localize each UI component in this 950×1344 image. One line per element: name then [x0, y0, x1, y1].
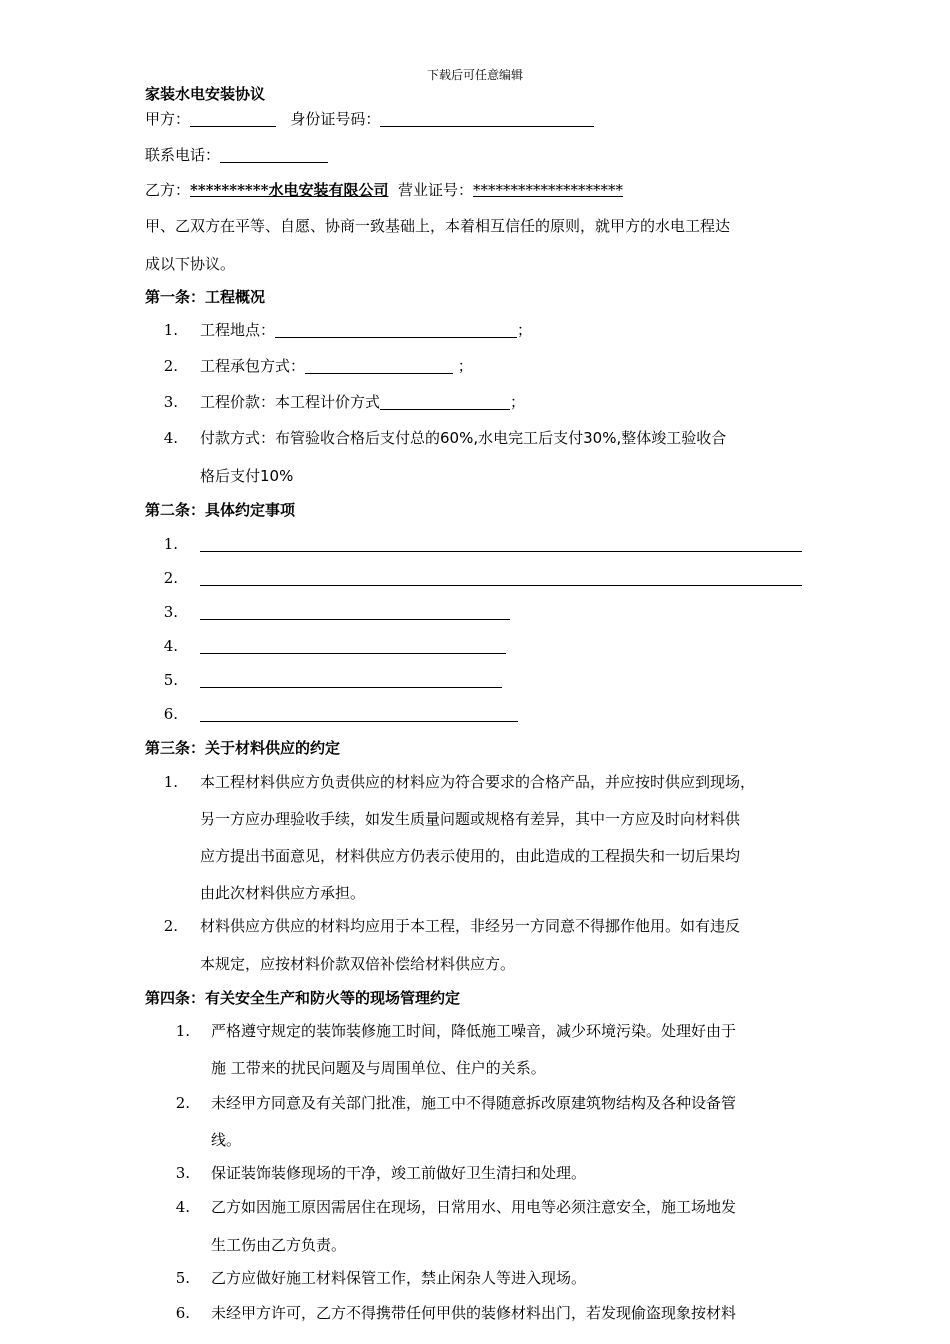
article-3-item-1-line-3: 应方提出书面意见，材料供应方仍表示使用的，由此造成的工程损失和一切后果均 — [200, 847, 741, 865]
article-1-title: 第一条：工程概况 — [145, 288, 266, 306]
article-2-item-3 — [200, 602, 510, 622]
article-4-item-1-line-2: 施 工带来的扰民问题及与周围单位、住户的关系。 — [211, 1059, 546, 1077]
agreement-item-1-blank[interactable] — [200, 537, 802, 552]
article-4-item-6-line-1: 未经甲方许可，乙方不得携带任何甲供的装修材料出门，若发现偷盗现象按材料 — [211, 1304, 737, 1322]
article-1-item-2-number: 2. — [163, 357, 178, 375]
article-1-item-3-number: 3. — [163, 393, 178, 411]
article-1-item-3 — [200, 392, 525, 412]
article-4-title: 第四条：有关安全生产和防火等的现场管理约定 — [145, 989, 461, 1007]
payment-pct-1: 60%, — [440, 429, 479, 447]
article-4-item-1-line-1: 严格遵守规定的装饰装修施工时间，降低施工噪音，减少环境污染。处理好由于 — [211, 1022, 737, 1040]
article-1-item-3-label: 工程价款：本工程计价方式 — [200, 393, 381, 411]
article-4-item-2-line-1: 未经甲方同意及有关部门批准，施工中不得随意拆改原建筑物结构及各种设备管 — [211, 1094, 737, 1112]
article-2-title: 第二条：具体约定事项 — [145, 501, 296, 519]
page-header: 下载后可任意编辑 — [426, 68, 523, 82]
article-1-item-1 — [200, 320, 532, 340]
article-1-item-2-label: 工程承包方式： — [200, 357, 306, 375]
article-3-item-1-line-2: 另一方应办理验收手续，如发生质量问题或规格有差异，其中一方应及时向材料供 — [200, 810, 741, 828]
article-4-item-4-line-1: 乙方如因施工原因需居住在现场，日常用水、用电等必须注意安全，施工场地发 — [211, 1198, 737, 1216]
article-2-item-6 — [200, 704, 518, 724]
party-a-blank[interactable] — [190, 112, 276, 127]
pricing-method-blank[interactable] — [380, 395, 510, 410]
license-value: ******************** — [473, 181, 624, 199]
agreement-item-2-blank[interactable] — [200, 571, 802, 586]
article-4-item-4-line-2: 生工伤由乙方负责。 — [211, 1236, 347, 1254]
article-1-item-1-label: 工程地点： — [200, 321, 276, 339]
intro-line-2: 成以下协议。 — [145, 255, 236, 273]
article-4-item-5-line-1: 乙方应做好施工材料保管工作，禁止闲杂人等进入现场。 — [211, 1269, 587, 1287]
article-1-item-3-end: ； — [510, 393, 526, 411]
license-label: 营业证号： — [398, 181, 474, 199]
document-title: 家装水电安装协议 — [145, 85, 266, 103]
phone-blank[interactable] — [220, 148, 328, 163]
article-4-item-1-number: 1. — [175, 1022, 190, 1040]
party-b-line — [145, 180, 623, 200]
payment-pct-2: 30%, — [583, 429, 622, 447]
article-3-item-2-line-1: 材料供应方供应的材料均应用于本工程，非经另一方同意不得挪作他用。如有违反 — [200, 917, 741, 935]
intro-line-1: 甲、乙双方在平等、自愿、协商一致基础上，本着相互信任的原则，就甲方的水电工程达 — [145, 217, 731, 235]
article-3-item-1-number: 1. — [163, 773, 178, 791]
contract-method-blank[interactable] — [305, 359, 453, 374]
article-3-item-2-line-2: 本规定，应按材料价款双倍补偿给材料供应方。 — [200, 955, 516, 973]
article-1-item-4-line-2 — [200, 466, 293, 486]
article-2-item-2 — [200, 568, 802, 588]
article-1-item-1-number: 1. — [163, 321, 178, 339]
party-b-company: **********水电安装有限公司 — [190, 181, 389, 199]
phone-label: 联系电话： — [145, 146, 221, 164]
article-3-item-2-number: 2. — [163, 917, 178, 935]
article-2-item-2-number: 2. — [163, 569, 178, 587]
article-1-item-4-line-1 — [200, 428, 726, 448]
payment-pct-3: 10% — [260, 467, 294, 485]
article-4-item-3-number: 3. — [175, 1164, 190, 1182]
payment-text-b: 水电完工后支付 — [478, 429, 584, 447]
project-location-blank[interactable] — [275, 323, 517, 338]
article-2-item-6-number: 6. — [163, 705, 178, 723]
article-2-item-1 — [200, 534, 802, 554]
article-3-item-1-line-4: 由此次材料供应方承担。 — [200, 884, 366, 902]
article-4-item-4-number: 4. — [175, 1198, 190, 1216]
agreement-item-4-blank[interactable] — [200, 639, 506, 654]
article-4-item-3-line-1: 保证装饰装修现场的干净，竣工前做好卫生清扫和处理。 — [211, 1164, 587, 1182]
article-2-item-4 — [200, 636, 506, 656]
party-b-label: 乙方： — [145, 181, 191, 199]
payment-text-a: 付款方式：布管验收合格后支付总的 — [200, 429, 441, 447]
article-3-item-1-line-1: 本工程材料供应方负责供应的材料应为符合要求的合格产品，并应按时供应到现场， — [200, 773, 756, 791]
article-4-item-2-number: 2. — [175, 1094, 190, 1112]
id-number-label: 身份证号码： — [290, 110, 381, 128]
article-1-item-4-number: 4. — [163, 429, 178, 447]
agreement-item-3-blank[interactable] — [200, 605, 510, 620]
article-2-item-3-number: 3. — [163, 603, 178, 621]
article-2-item-4-number: 4. — [163, 637, 178, 655]
agreement-item-6-blank[interactable] — [200, 707, 518, 722]
party-a-label: 甲方： — [145, 110, 191, 128]
payment-text-d: 格后支付 — [200, 467, 261, 485]
agreement-item-5-blank[interactable] — [200, 673, 502, 688]
article-1-item-1-end: ； — [517, 321, 533, 339]
article-4-item-6-number: 6. — [175, 1304, 190, 1322]
article-2-item-5-number: 5. — [163, 671, 178, 689]
article-2-item-1-number: 1. — [163, 535, 178, 553]
article-1-item-2-end: ； — [457, 357, 473, 375]
article-2-item-5 — [200, 670, 502, 690]
article-1-item-2 — [200, 356, 473, 376]
article-4-item-5-number: 5. — [175, 1269, 190, 1287]
phone-line — [145, 145, 328, 165]
article-3-title: 第三条：关于材料供应的约定 — [145, 739, 341, 757]
party-a-line — [145, 109, 594, 129]
id-number-blank[interactable] — [380, 112, 594, 127]
article-4-item-2-line-2: 线。 — [211, 1131, 242, 1149]
payment-text-c: 整体竣工验收合 — [621, 429, 727, 447]
